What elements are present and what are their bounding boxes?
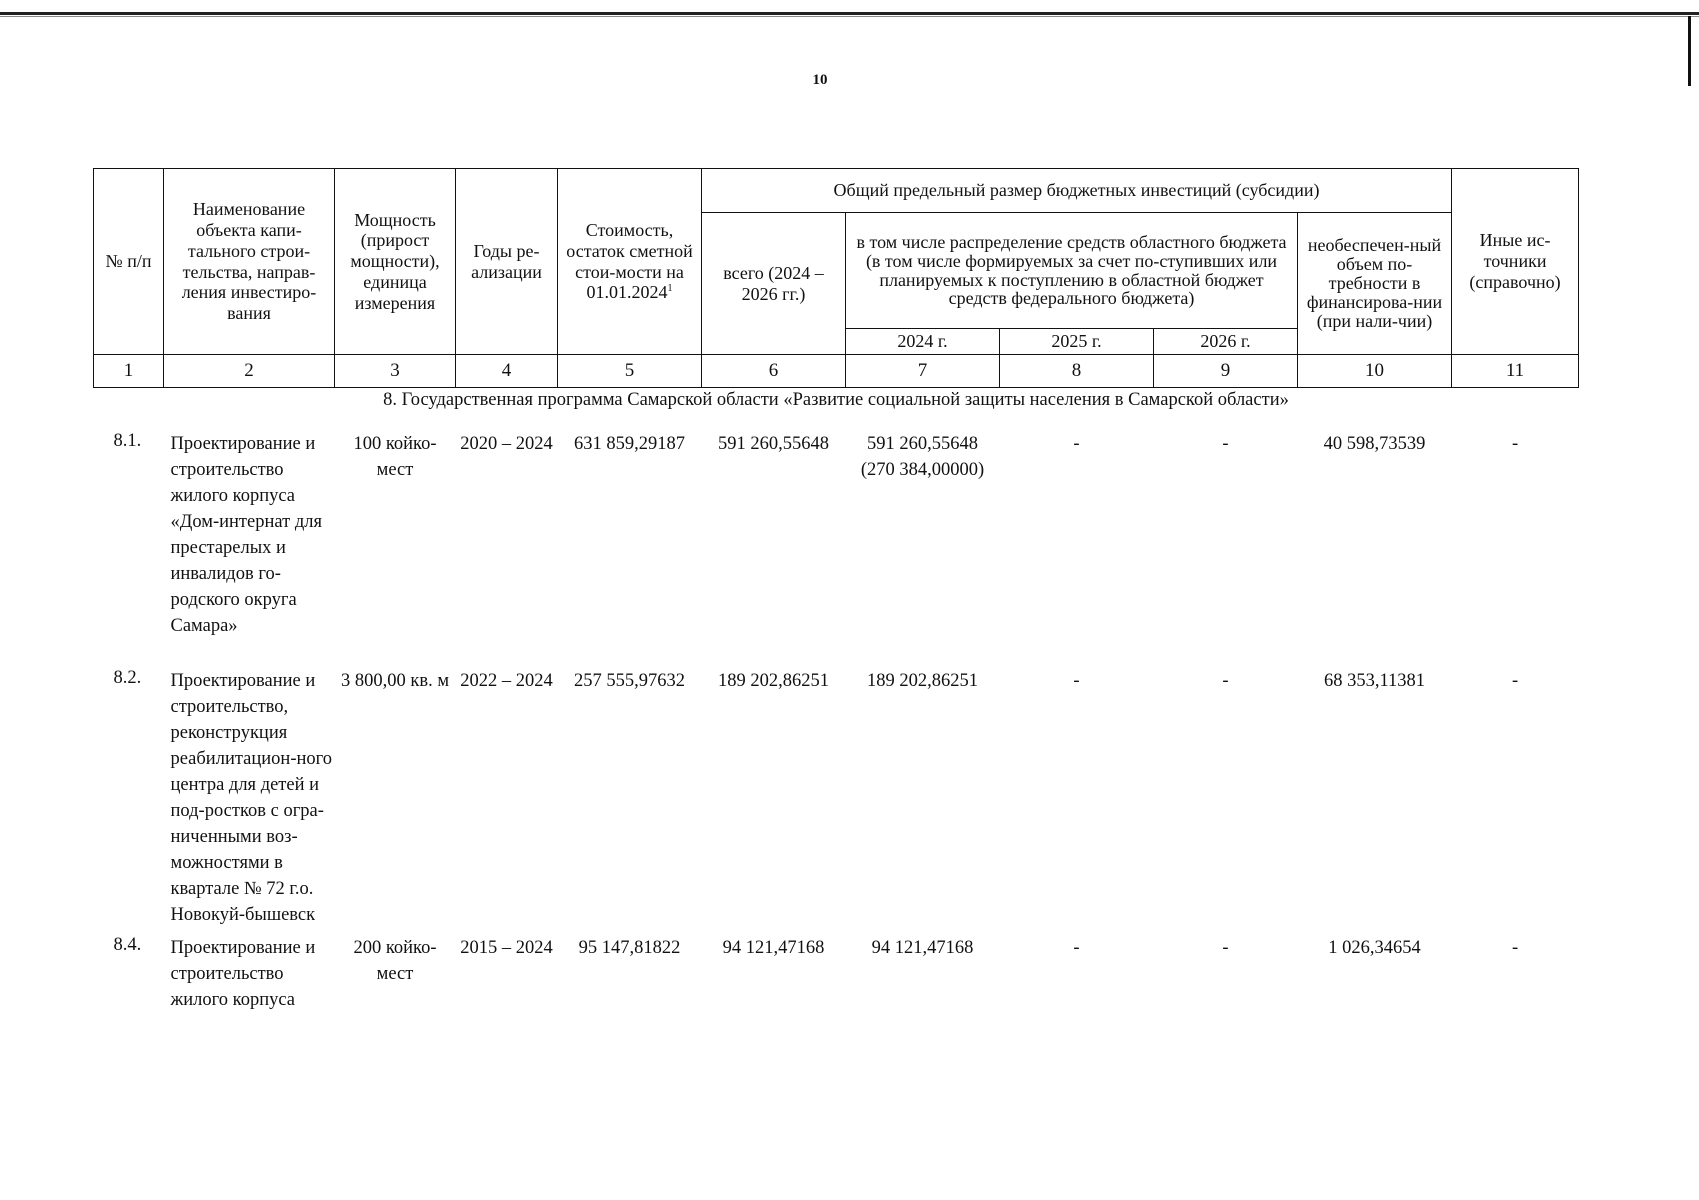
other-sources: - [1511, 671, 1519, 691]
column-number: 3 [335, 355, 456, 388]
year-2024-federal-note: (270 384,00000) [860, 460, 985, 480]
header-subgroup-title: в том числе распределение средств областного бюджета (в том числе формируемых за счет по-ступивших или планируемых к поступлению в областной бюджет средств федерального бюджета) [846, 213, 1298, 329]
unsecured-amount: 1 026,34654 [1328, 938, 1421, 958]
total: 189 202,86251 [718, 671, 829, 691]
year-2025-amount: - [1073, 434, 1080, 454]
page-number: 10 [812, 72, 828, 88]
capacity: 100 койко-мест [353, 434, 437, 480]
object-name: Проектирование и строительство, реконструкция реабилитацион-ного центра для детей и под-ростков с огра-ниченными воз-можностями в квартале № 72 г.о. Новокуй-бышевск [170, 671, 333, 925]
years: 2022 – 2024 [460, 671, 553, 691]
column-number: 8 [1000, 355, 1154, 388]
table-row [94, 421, 1579, 640]
column-number: 6 [702, 355, 846, 388]
total: 591 260,55648 [718, 434, 829, 454]
header-group-title: Общий предельный размер бюджетных инвестиций (субсидии) [702, 169, 1452, 213]
table-row [94, 640, 1579, 929]
header-no: № п/п [94, 169, 164, 355]
header-name: Наименование объекта капи-тального строи-тельства, направ-ления инвестиро-вания [164, 169, 335, 355]
year-2026-amount: - [1222, 434, 1229, 454]
investment-table [93, 168, 1579, 1014]
header-other: Иные ис-точники (справочно) [1452, 169, 1579, 355]
total: 94 121,47168 [722, 938, 825, 958]
header-year-2024: 2024 г. [846, 329, 1000, 355]
year-2024-amount: 591 260,55648 (270 384,00000) [846, 421, 1000, 640]
table-row [94, 929, 1579, 1014]
column-number: 7 [846, 355, 1000, 388]
capacity: 200 койко-мест [353, 938, 437, 984]
years: 2015 – 2024 [460, 938, 553, 958]
column-number: 4 [456, 355, 558, 388]
other-sources: - [1511, 938, 1519, 958]
column-number: 5 [558, 355, 702, 388]
section-title: 8. Государственная программа Самарской области «Развитие социальной защиты населения в Самарской области» [383, 390, 1289, 410]
header-unsecured: необеспечен-ный объем по-требности в финансирова-нии (при нали-чии) [1298, 213, 1452, 355]
object-name: Проектирование и строительство жилого корпуса [170, 938, 316, 1010]
column-number: 10 [1298, 355, 1452, 388]
header-year-2025: 2025 г. [1000, 329, 1154, 355]
year-2025-amount: - [1073, 938, 1080, 958]
row-number: 8.2. [113, 668, 142, 688]
object-name: Проектирование и строительство жилого корпуса «Дом-интернат для престарелых и инвалидов го-родского округа Самара» [170, 434, 322, 636]
unsecured-amount: 68 353,11381 [1323, 671, 1426, 691]
cost: 257 555,97632 [574, 671, 685, 691]
header-cost: Стоимость, остаток сметной стои-мости на 01.01.2024$^1$ [558, 169, 702, 355]
row-number: 8.1. [113, 431, 142, 451]
header-capacity: Мощность (прирост мощности), единица измерения [335, 169, 456, 355]
capacity: 3 800,00 кв. м [340, 671, 450, 691]
column-number: 2 [164, 355, 335, 388]
column-number: 9 [1154, 355, 1298, 388]
column-number: 1 [94, 355, 164, 388]
other-sources: - [1511, 434, 1519, 454]
year-2025-amount: - [1073, 671, 1080, 691]
right-margin-mark [1688, 16, 1691, 86]
top-border-line-thin [0, 16, 1699, 17]
unsecured-amount: 40 598,73539 [1323, 434, 1426, 454]
top-border-line [0, 12, 1699, 15]
year-2024-amount: 94 121,47168 [871, 938, 974, 958]
year-2024-amount: 189 202,86251 [867, 671, 978, 691]
header-years: Годы ре-ализации [456, 169, 558, 355]
year-2026-amount: - [1222, 938, 1229, 958]
cost: 631 859,29187 [574, 434, 685, 454]
cost: 95 147,81822 [578, 938, 681, 958]
header-year-2026: 2026 г. [1154, 329, 1298, 355]
row-number: 8.4. [113, 935, 142, 955]
years: 2020 – 2024 [460, 434, 553, 454]
year-2026-amount: - [1222, 671, 1229, 691]
header-total: всего (2024 – 2026 гг.) [702, 213, 846, 355]
column-number-row [94, 355, 1579, 388]
column-number: 11 [1452, 355, 1579, 388]
